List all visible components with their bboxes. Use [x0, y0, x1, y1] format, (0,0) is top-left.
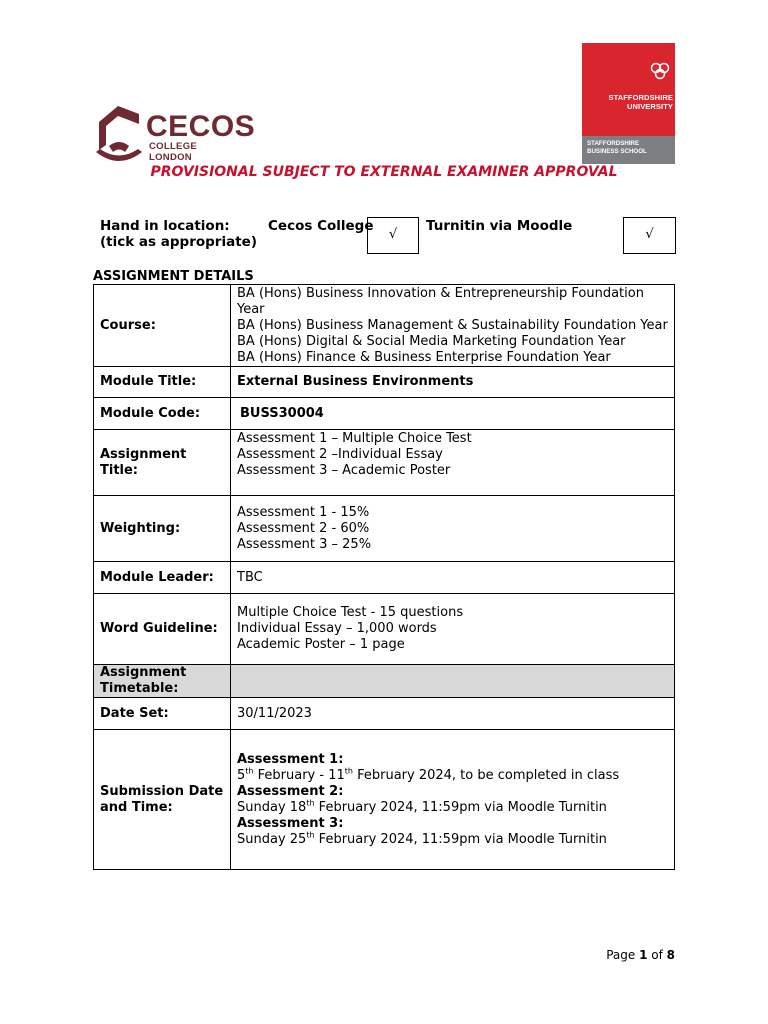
- staffordshire-grey-panel: [582, 136, 675, 164]
- weighting-line: Assessment 2 - 60%: [237, 520, 370, 536]
- course-line: BA (Hons) Digital & Social Media Marketing Foundation Year: [237, 334, 626, 349]
- table-row-word-guideline: [94, 594, 675, 665]
- hand-in-label-line1: Hand in location:: [100, 218, 230, 234]
- timetable-label: Assignment Timetable:: [94, 665, 231, 698]
- provisional-notice: PROVISIONAL SUBJECT TO EXTERNAL EXAMINER APPROVAL: [150, 164, 618, 180]
- a2-pre: Sunday 18: [237, 799, 307, 815]
- staffordshire-logo: [582, 43, 675, 164]
- table-row-date-set: [94, 698, 675, 730]
- cecos-emblem-icon: [94, 100, 144, 166]
- page-total: 8: [666, 948, 675, 962]
- assignment-title-label: Assignment Title:: [94, 430, 231, 496]
- weighting-line: Assessment 3 – 25%: [237, 536, 372, 552]
- page-of: of: [647, 948, 667, 962]
- assignment-details-table: [93, 284, 675, 870]
- assignment-title-value: [231, 430, 675, 496]
- table-row-submission: [94, 730, 675, 870]
- staffs-uni-line1: STAFFORDSHIRE: [608, 93, 673, 102]
- a1-day-start: 5: [237, 767, 246, 783]
- staffordshire-red-panel: [582, 43, 675, 136]
- cecos-subtitle: COLLEGE LONDON: [149, 141, 198, 163]
- submission-label: Submission Date and Time:: [94, 730, 231, 870]
- table-row-module-leader: [94, 562, 675, 594]
- assessment-1-date: [237, 768, 668, 784]
- course-label: Course:: [94, 285, 231, 367]
- table-row-timetable: [94, 665, 675, 698]
- a2-rest: February 2024, 11:59pm via Moodle Turnitin: [314, 799, 607, 815]
- cecos-college-option-label: Cecos College: [268, 218, 374, 234]
- assessment-2-date: [237, 800, 668, 816]
- hand-in-label: [100, 218, 257, 250]
- module-leader-value: TBC: [231, 562, 675, 594]
- a2-ordinal: th: [306, 798, 315, 808]
- staffs-bs-line2: BUSINESS SCHOOL: [587, 148, 647, 155]
- weighting-label: Weighting:: [94, 496, 231, 562]
- course-line: BA (Hons) Business Management & Sustainability Foundation Year: [237, 318, 668, 333]
- word-guideline-line: Multiple Choice Test - 15 questions: [237, 605, 464, 620]
- word-guideline-label: Word Guideline:: [94, 594, 231, 665]
- turnitin-tick-box[interactable]: √: [623, 217, 676, 254]
- assessment-1-heading: Assessment 1:: [237, 751, 344, 767]
- a1-mid: February - 11: [253, 767, 345, 783]
- table-row-assignment-title: [94, 430, 675, 496]
- cecos-college-tick-box[interactable]: √: [367, 217, 419, 254]
- course-line: BA (Hons) Finance & Business Enterprise Foundation Year: [237, 350, 611, 365]
- date-set-value: 30/11/2023: [231, 698, 675, 730]
- staffs-bs-line1: STAFFORDSHIRE: [587, 140, 640, 147]
- table-row-module-title: [94, 367, 675, 398]
- date-set-label: Date Set:: [94, 698, 231, 730]
- staffordshire-university-name: [586, 93, 673, 111]
- module-leader-label: Module Leader:: [94, 562, 231, 594]
- turnitin-option-label: Turnitin via Moodle: [426, 218, 573, 234]
- assignment-title-line: Assessment 1 – Multiple Choice Test: [237, 431, 472, 446]
- a1-rest: February 2024, to be completed in class: [352, 767, 620, 783]
- table-row-weighting: [94, 496, 675, 562]
- assessment-3-heading: Assessment 3:: [237, 815, 344, 831]
- a3-pre: Sunday 25: [237, 831, 307, 847]
- weighting-value: [231, 496, 675, 562]
- submission-value: [231, 730, 675, 870]
- timetable-value: [231, 665, 675, 698]
- course-line: BA (Hons) Business Innovation & Entrepreneurship Foundation Year: [237, 286, 644, 317]
- page-word: Page: [606, 948, 640, 962]
- a3-rest: February 2024, 11:59pm via Moodle Turnitin: [314, 831, 607, 847]
- module-title-label: Module Title:: [94, 367, 231, 398]
- module-code-label: Module Code:: [94, 398, 231, 430]
- assignment-title-line: Assessment 2 –Individual Essay: [237, 447, 443, 462]
- a3-ordinal: th: [306, 830, 315, 840]
- assessment-3-date: [237, 832, 668, 848]
- assessment-2-heading: Assessment 2:: [237, 783, 344, 799]
- page-number: [606, 948, 675, 962]
- staffordshire-business-school: [587, 140, 673, 156]
- a1-ordinal-2: th: [344, 766, 353, 776]
- word-guideline-line: Academic Poster – 1 page: [237, 637, 405, 652]
- course-value: [231, 285, 675, 367]
- a1-ordinal-1: th: [245, 766, 254, 776]
- assignment-details-heading: ASSIGNMENT DETAILS: [93, 269, 254, 284]
- weighting-line: Assessment 1 - 15%: [237, 504, 370, 520]
- word-guideline-value: [231, 594, 675, 665]
- table-row-module-code: [94, 398, 675, 430]
- staffs-uni-line2: UNIVERSITY: [626, 102, 673, 111]
- hand-in-label-line2: (tick as appropriate): [100, 234, 257, 250]
- word-guideline-line: Individual Essay – 1,000 words: [237, 621, 437, 636]
- cecos-wordmark: CECOS: [146, 110, 256, 143]
- module-title-value: External Business Environments: [231, 367, 675, 398]
- assignment-title-line: Assessment 3 – Academic Poster: [237, 463, 451, 478]
- table-row-course: [94, 285, 675, 367]
- page-current: 1: [639, 948, 648, 962]
- module-code-value: BUSS30004: [231, 398, 675, 430]
- staffordshire-knot-icon: [649, 60, 671, 82]
